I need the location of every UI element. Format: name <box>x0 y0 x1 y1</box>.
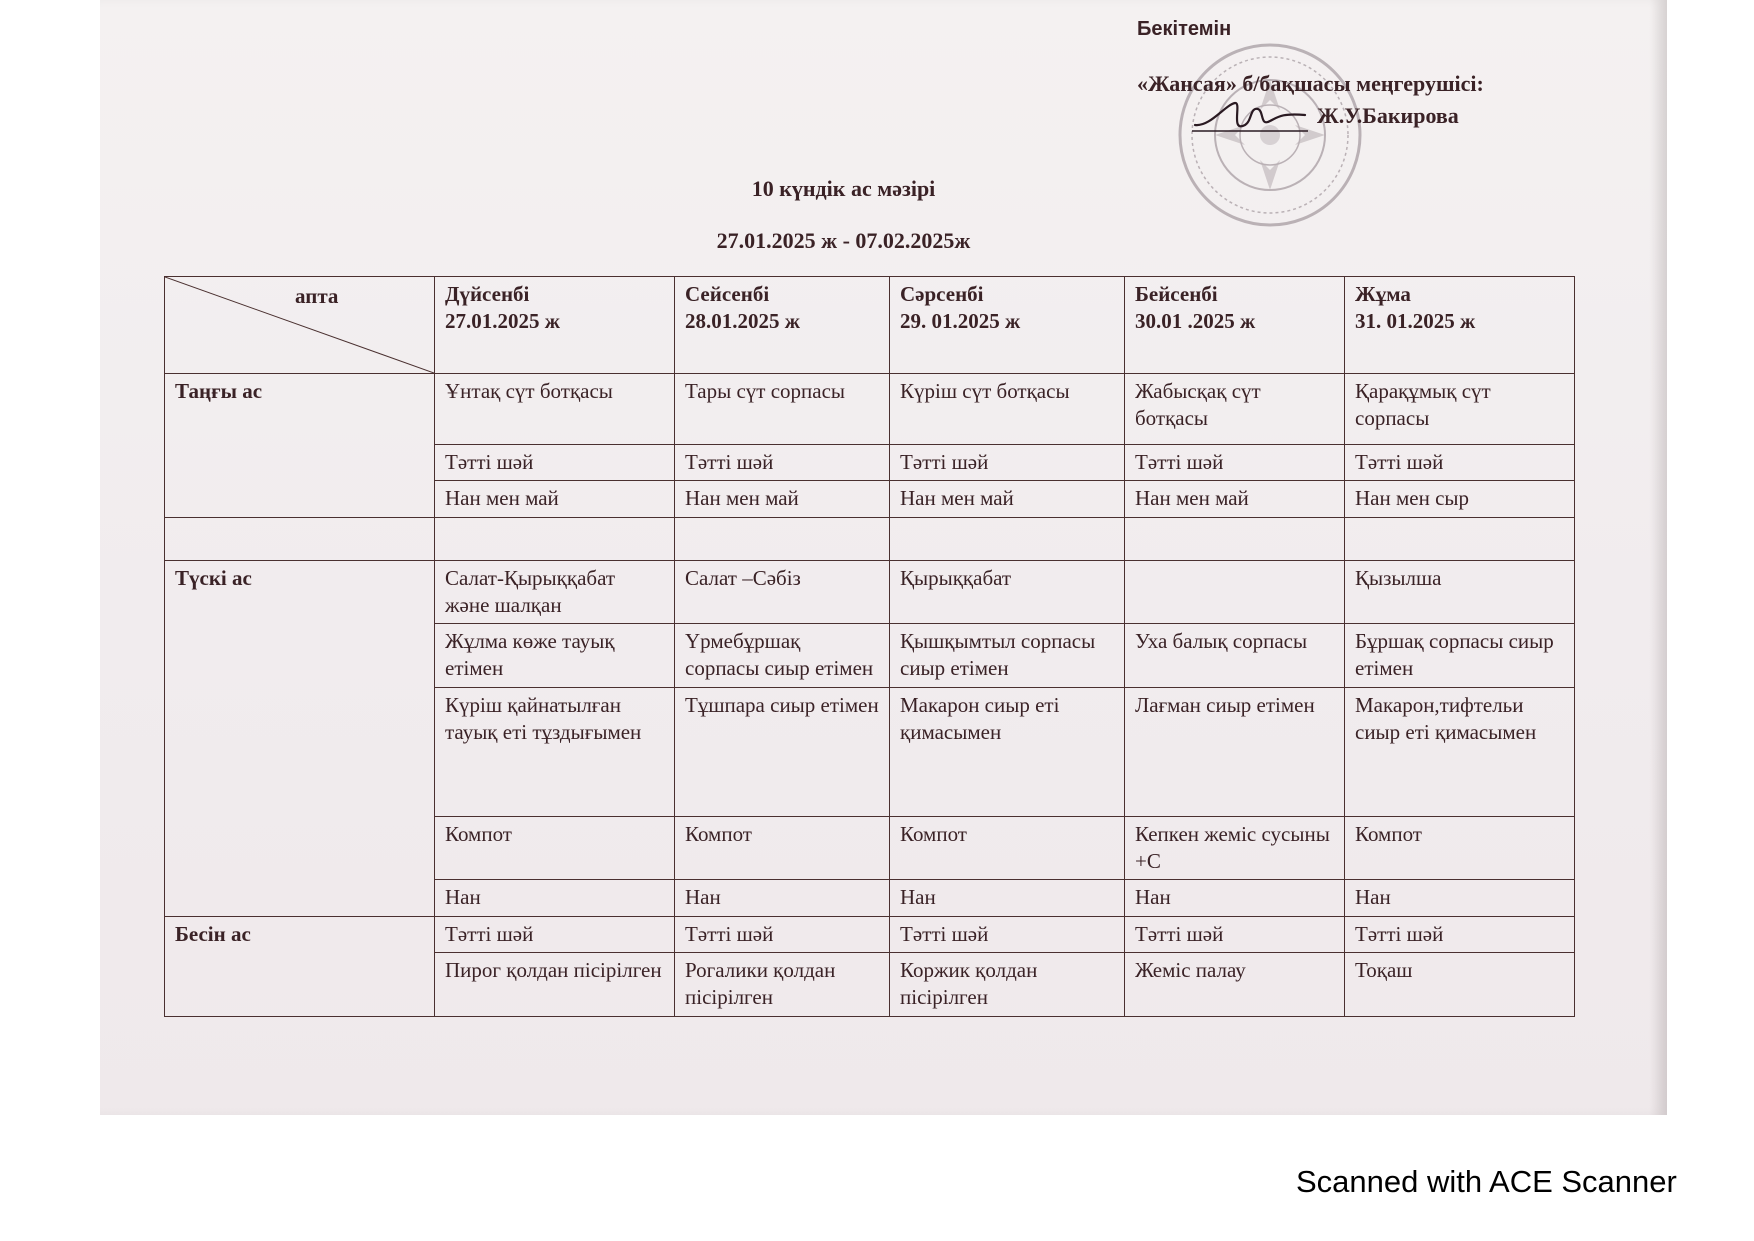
table-cell: Нан мен сыр <box>1345 481 1575 517</box>
table-cell: Нан мен май <box>435 481 675 517</box>
table-cell: Нан <box>890 880 1125 916</box>
empty-cell <box>1345 517 1575 560</box>
corner-label: апта <box>295 284 339 308</box>
meal-label-breakfast: Таңғы ас <box>165 374 435 518</box>
table-cell: Күріш қайнатылған тауық еті тұздығымен <box>435 687 675 816</box>
table-cell: Тәтті шәй <box>675 445 890 481</box>
meal-label-snack: Бесін ас <box>165 916 435 1016</box>
table-cell: Жұлма көже тауық етімен <box>435 624 675 688</box>
table-cell: Күріш сүт ботқасы <box>890 374 1125 445</box>
day-date: 28.01.2025 ж <box>685 309 800 334</box>
menu-title: 10 күндік ас мәзірі <box>751 176 936 201</box>
table-cell: Тәтті шәй <box>675 916 890 952</box>
table-cell: Тәтті шәй <box>435 445 675 481</box>
signatory-line <box>1137 103 1577 129</box>
day-name: Сейсенбі <box>685 282 770 306</box>
table-cell: Тәтті шәй <box>1345 445 1575 481</box>
table-cell: Жеміс палау <box>1125 952 1345 1016</box>
table-cell: Нан мен май <box>1125 481 1345 517</box>
empty-cell <box>890 517 1125 560</box>
table-cell: Салат –Сәбіз <box>675 560 890 624</box>
table-cell: Лағман сиыр етімен <box>1125 687 1345 816</box>
table-cell: Уха балық сорпасы <box>1125 624 1345 688</box>
table-cell: Нан <box>1125 880 1345 916</box>
table-cell: Макарон,тифтельи сиыр еті қимасымен <box>1345 687 1575 816</box>
day-date: 30.01 .2025 ж <box>1135 309 1256 334</box>
empty-cell <box>675 517 890 560</box>
meal-label-lunch: Түскі ас <box>165 560 435 916</box>
day-name: Жұма <box>1355 282 1411 306</box>
table-cell: Пирог қолдан пісірілген <box>435 952 675 1016</box>
day-header <box>435 277 675 374</box>
page-edge-shadow <box>1649 0 1667 1115</box>
empty-cell <box>165 517 435 560</box>
header-row <box>165 277 1575 374</box>
table-cell: Тәтті шәй <box>1345 916 1575 952</box>
signatory-name: Ж.У.Бакирова <box>1317 103 1459 128</box>
table-cell: Рогалики қолдан пісірілген <box>675 952 890 1016</box>
empty-cell <box>435 517 675 560</box>
table-cell: Нан <box>1345 880 1575 916</box>
table-cell: Тәтті шәй <box>435 916 675 952</box>
table-cell: Қырыққабат <box>890 560 1125 624</box>
table-cell: Тоқаш <box>1345 952 1575 1016</box>
day-date: 31. 01.2025 ж <box>1355 309 1476 334</box>
scanner-watermark: Scanned with ACE Scanner <box>1296 1164 1677 1199</box>
table-cell: Қызылша <box>1345 560 1575 624</box>
table-cell: Ұнтақ сүт ботқасы <box>435 374 675 445</box>
approval-block <box>1137 18 1577 129</box>
table-cell: Бұршақ сорпасы сиыр етімен <box>1345 624 1575 688</box>
table-row <box>165 916 1575 952</box>
empty-cell <box>1125 517 1345 560</box>
table-cell: Компот <box>890 816 1125 880</box>
table-cell: Тәтті шәй <box>890 916 1125 952</box>
table-cell: Коржик қолдан пісірілген <box>890 952 1125 1016</box>
corner-cell <box>165 277 435 374</box>
table-cell: Тәтті шәй <box>1125 916 1345 952</box>
table-row <box>165 560 1575 624</box>
table-cell: Компот <box>435 816 675 880</box>
scanned-page <box>100 0 1667 1115</box>
table-cell: Жабысқақ сүт ботқасы <box>1125 374 1345 445</box>
empty-row <box>165 517 1575 560</box>
day-header <box>1125 277 1345 374</box>
table-cell: Нан мен май <box>675 481 890 517</box>
day-name: Дүйсенбі <box>445 282 530 306</box>
table-cell: Тары сүт сорпасы <box>675 374 890 445</box>
table-cell: Нан <box>435 880 675 916</box>
menu-period: 27.01.2025 ж - 07.02.2025ж <box>716 228 971 253</box>
table-cell: Макарон сиыр еті қимасымен <box>890 687 1125 816</box>
table-cell: Тәтті шәй <box>1125 445 1345 481</box>
table-cell: Үрмебұршақ сорпасы сиыр етімен <box>675 624 890 688</box>
table-row <box>165 374 1575 445</box>
table-cell: Компот <box>1345 816 1575 880</box>
table-cell: Тұшпара сиыр етімен <box>675 687 890 816</box>
day-header <box>1345 277 1575 374</box>
menu-table <box>164 276 1575 1017</box>
table-cell: Қышқымтыл сорпасы сиыр етімен <box>890 624 1125 688</box>
table-cell <box>1125 560 1345 624</box>
day-date: 27.01.2025 ж <box>445 309 560 334</box>
table-cell: Нан <box>675 880 890 916</box>
day-date: 29. 01.2025 ж <box>900 309 1021 334</box>
approve-word: Бекітемін <box>1137 18 1232 40</box>
day-name: Бейсенбі <box>1135 282 1218 306</box>
table-cell: Нан мен май <box>890 481 1125 517</box>
day-header <box>890 277 1125 374</box>
table-cell: Компот <box>675 816 890 880</box>
table-cell: Кепкен жеміс сусыны +С <box>1125 816 1345 880</box>
approver-position: «Жансая» б/бақшасы меңгерушісі: <box>1137 71 1484 96</box>
table-cell: Қарақұмық сүт сорпасы <box>1345 374 1575 445</box>
day-name: Сәрсенбі <box>900 282 984 306</box>
table-cell: Салат-Қырыққабат және шалқан <box>435 560 675 624</box>
day-header <box>675 277 890 374</box>
table-cell: Тәтті шәй <box>890 445 1125 481</box>
